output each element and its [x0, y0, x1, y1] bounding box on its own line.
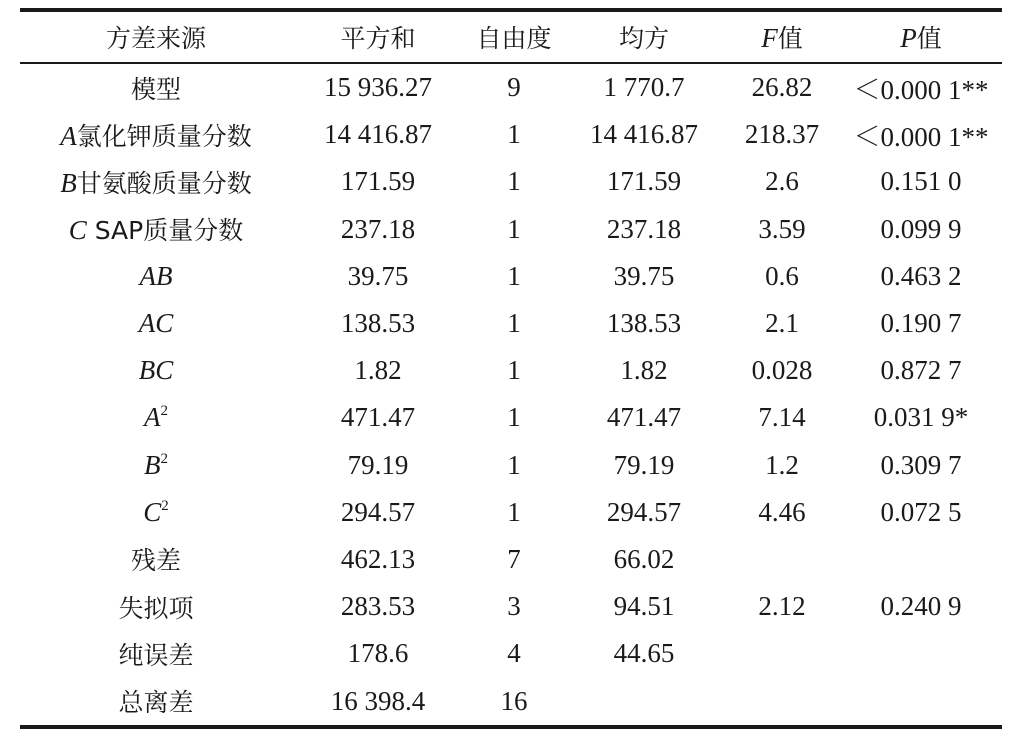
header-source: 方差来源: [105, 24, 206, 53]
header-sum-of-squares: 平方和: [340, 24, 416, 53]
anova-table-container: [20, 8, 1002, 729]
cell-source: A氯化钾质量分数: [60, 120, 252, 151]
header-f-value: F值: [761, 23, 803, 53]
table-row: [20, 206, 1002, 253]
cell-degrees-of-freedom: 1: [507, 119, 521, 150]
cell-mean-square: 66.02: [613, 543, 675, 574]
cell-mean-square: 14 416.87: [590, 119, 698, 150]
table-row: [20, 442, 1002, 489]
cell-mean-square: 1 770.7: [603, 72, 685, 103]
cell-sum-of-squares: 16 398.4: [330, 685, 426, 716]
cell-degrees-of-freedom: 1: [507, 402, 521, 433]
cell-p-value: [840, 630, 1002, 677]
cell-sum-of-squares: 79.19: [347, 449, 409, 480]
cell-source: 纯误差: [118, 640, 194, 670]
cell-degrees-of-freedom: 1: [507, 496, 521, 527]
header-p-value: P值: [900, 23, 942, 53]
cell-source: $C^2$: [143, 496, 169, 527]
cell-degrees-of-freedom: 1: [507, 166, 521, 197]
table-row: [20, 347, 1002, 394]
cell-source: 残差: [130, 546, 181, 576]
cell-mean-square: 171.59: [606, 166, 682, 197]
cell-p-value: 0.872 7: [880, 355, 962, 386]
cell-f-value: 1.2: [765, 449, 799, 480]
cell-mean-square: 471.47: [606, 402, 682, 433]
cell-f-value: 2.1: [765, 308, 799, 339]
table-row: [20, 536, 1002, 583]
cell-f-value: 26.82: [751, 72, 813, 103]
table-row: [20, 158, 1002, 205]
cell-f-value: [724, 677, 840, 724]
cell-sum-of-squares: 178.6: [347, 638, 409, 669]
cell-sum-of-squares: 1.82: [354, 355, 402, 386]
cell-degrees-of-freedom: 16: [500, 685, 528, 716]
cell-source: AB: [139, 260, 173, 291]
cell-degrees-of-freedom: 9: [507, 72, 521, 103]
cell-p-value: [840, 677, 1002, 724]
anova-table-body: [20, 64, 1002, 725]
cell-p-value: 0.240 9: [880, 591, 962, 622]
cell-p-value: 0.309 7: [880, 449, 962, 480]
cell-source: 总离差: [118, 688, 194, 718]
cell-f-value: 2.6: [765, 166, 799, 197]
header-degrees-of-freedom: 自由度: [476, 24, 552, 53]
cell-sum-of-squares: 283.53: [340, 591, 416, 622]
bottom-rule: [20, 725, 1002, 729]
cell-p-value: 0.031 9*: [873, 402, 969, 433]
cell-degrees-of-freedom: 1: [507, 308, 521, 339]
table-row: [20, 300, 1002, 347]
cell-f-value: 218.37: [744, 119, 820, 150]
table-row: [20, 253, 1002, 300]
header-mean-square: 均方: [618, 24, 669, 53]
cell-sum-of-squares: 237.18: [340, 213, 416, 244]
cell-source: $B^2$: [144, 449, 168, 480]
cell-source: B甘氨酸质量分数: [60, 167, 252, 198]
cell-degrees-of-freedom: 4: [507, 638, 521, 669]
cell-degrees-of-freedom: 1: [507, 449, 521, 480]
table-row: [20, 394, 1002, 441]
cell-mean-square: 44.65: [613, 638, 675, 669]
cell-mean-square: 237.18: [606, 213, 682, 244]
table-row: [20, 583, 1002, 630]
table-body: [20, 64, 1002, 725]
cell-f-value: 0.6: [765, 260, 799, 291]
cell-sum-of-squares: 39.75: [347, 260, 409, 291]
cell-f-value: 0.028: [751, 355, 813, 386]
cell-sum-of-squares: 138.53: [340, 308, 416, 339]
cell-p-value: 0.151 0: [880, 166, 962, 197]
cell-source: 模型: [130, 74, 181, 104]
cell-sum-of-squares: 171.59: [340, 166, 416, 197]
cell-p-value: 0.190 7: [880, 308, 962, 339]
cell-mean-square: 39.75: [613, 260, 675, 291]
cell-sum-of-squares: 294.57: [340, 496, 416, 527]
cell-p-value: ＜0.000 1**: [853, 122, 989, 153]
header-row: [20, 12, 1002, 62]
cell-mean-square: 294.57: [606, 496, 682, 527]
cell-source: AC: [138, 308, 174, 339]
cell-mean-square: 1.82: [620, 355, 668, 386]
cell-degrees-of-freedom: 1: [507, 355, 521, 386]
cell-f-value: [724, 536, 840, 583]
cell-p-value: 0.072 5: [880, 496, 962, 527]
table-row: [20, 111, 1002, 158]
anova-table: [20, 12, 1002, 62]
cell-p-value: 0.463 2: [880, 260, 962, 291]
cell-source: BC: [138, 355, 174, 386]
table-row: [20, 630, 1002, 677]
cell-mean-square: [564, 677, 724, 724]
cell-degrees-of-freedom: 1: [507, 260, 521, 291]
cell-f-value: 3.59: [758, 213, 806, 244]
cell-source: 失拟项: [118, 593, 194, 623]
table-row: [20, 64, 1002, 111]
cell-p-value: 0.099 9: [880, 213, 962, 244]
cell-sum-of-squares: 471.47: [340, 402, 416, 433]
cell-f-value: 7.14: [758, 402, 806, 433]
cell-f-value: 4.46: [758, 496, 806, 527]
cell-p-value: ＜0.000 1**: [853, 75, 989, 106]
cell-degrees-of-freedom: 1: [507, 213, 521, 244]
cell-degrees-of-freedom: 7: [507, 543, 521, 574]
cell-sum-of-squares: 462.13: [340, 543, 416, 574]
cell-source: $A^2$: [144, 402, 168, 433]
cell-mean-square: 94.51: [613, 591, 675, 622]
cell-sum-of-squares: 15 936.27: [324, 72, 432, 103]
cell-mean-square: 138.53: [606, 308, 682, 339]
table-row: [20, 489, 1002, 536]
cell-p-value: [840, 536, 1002, 583]
cell-degrees-of-freedom: 3: [507, 591, 521, 622]
cell-mean-square: 79.19: [613, 449, 675, 480]
cell-f-value: [724, 630, 840, 677]
table-row: [20, 677, 1002, 724]
cell-f-value: 2.12: [758, 591, 806, 622]
cell-sum-of-squares: 14 416.87: [324, 119, 432, 150]
cell-source: C SAP质量分数: [68, 215, 244, 246]
